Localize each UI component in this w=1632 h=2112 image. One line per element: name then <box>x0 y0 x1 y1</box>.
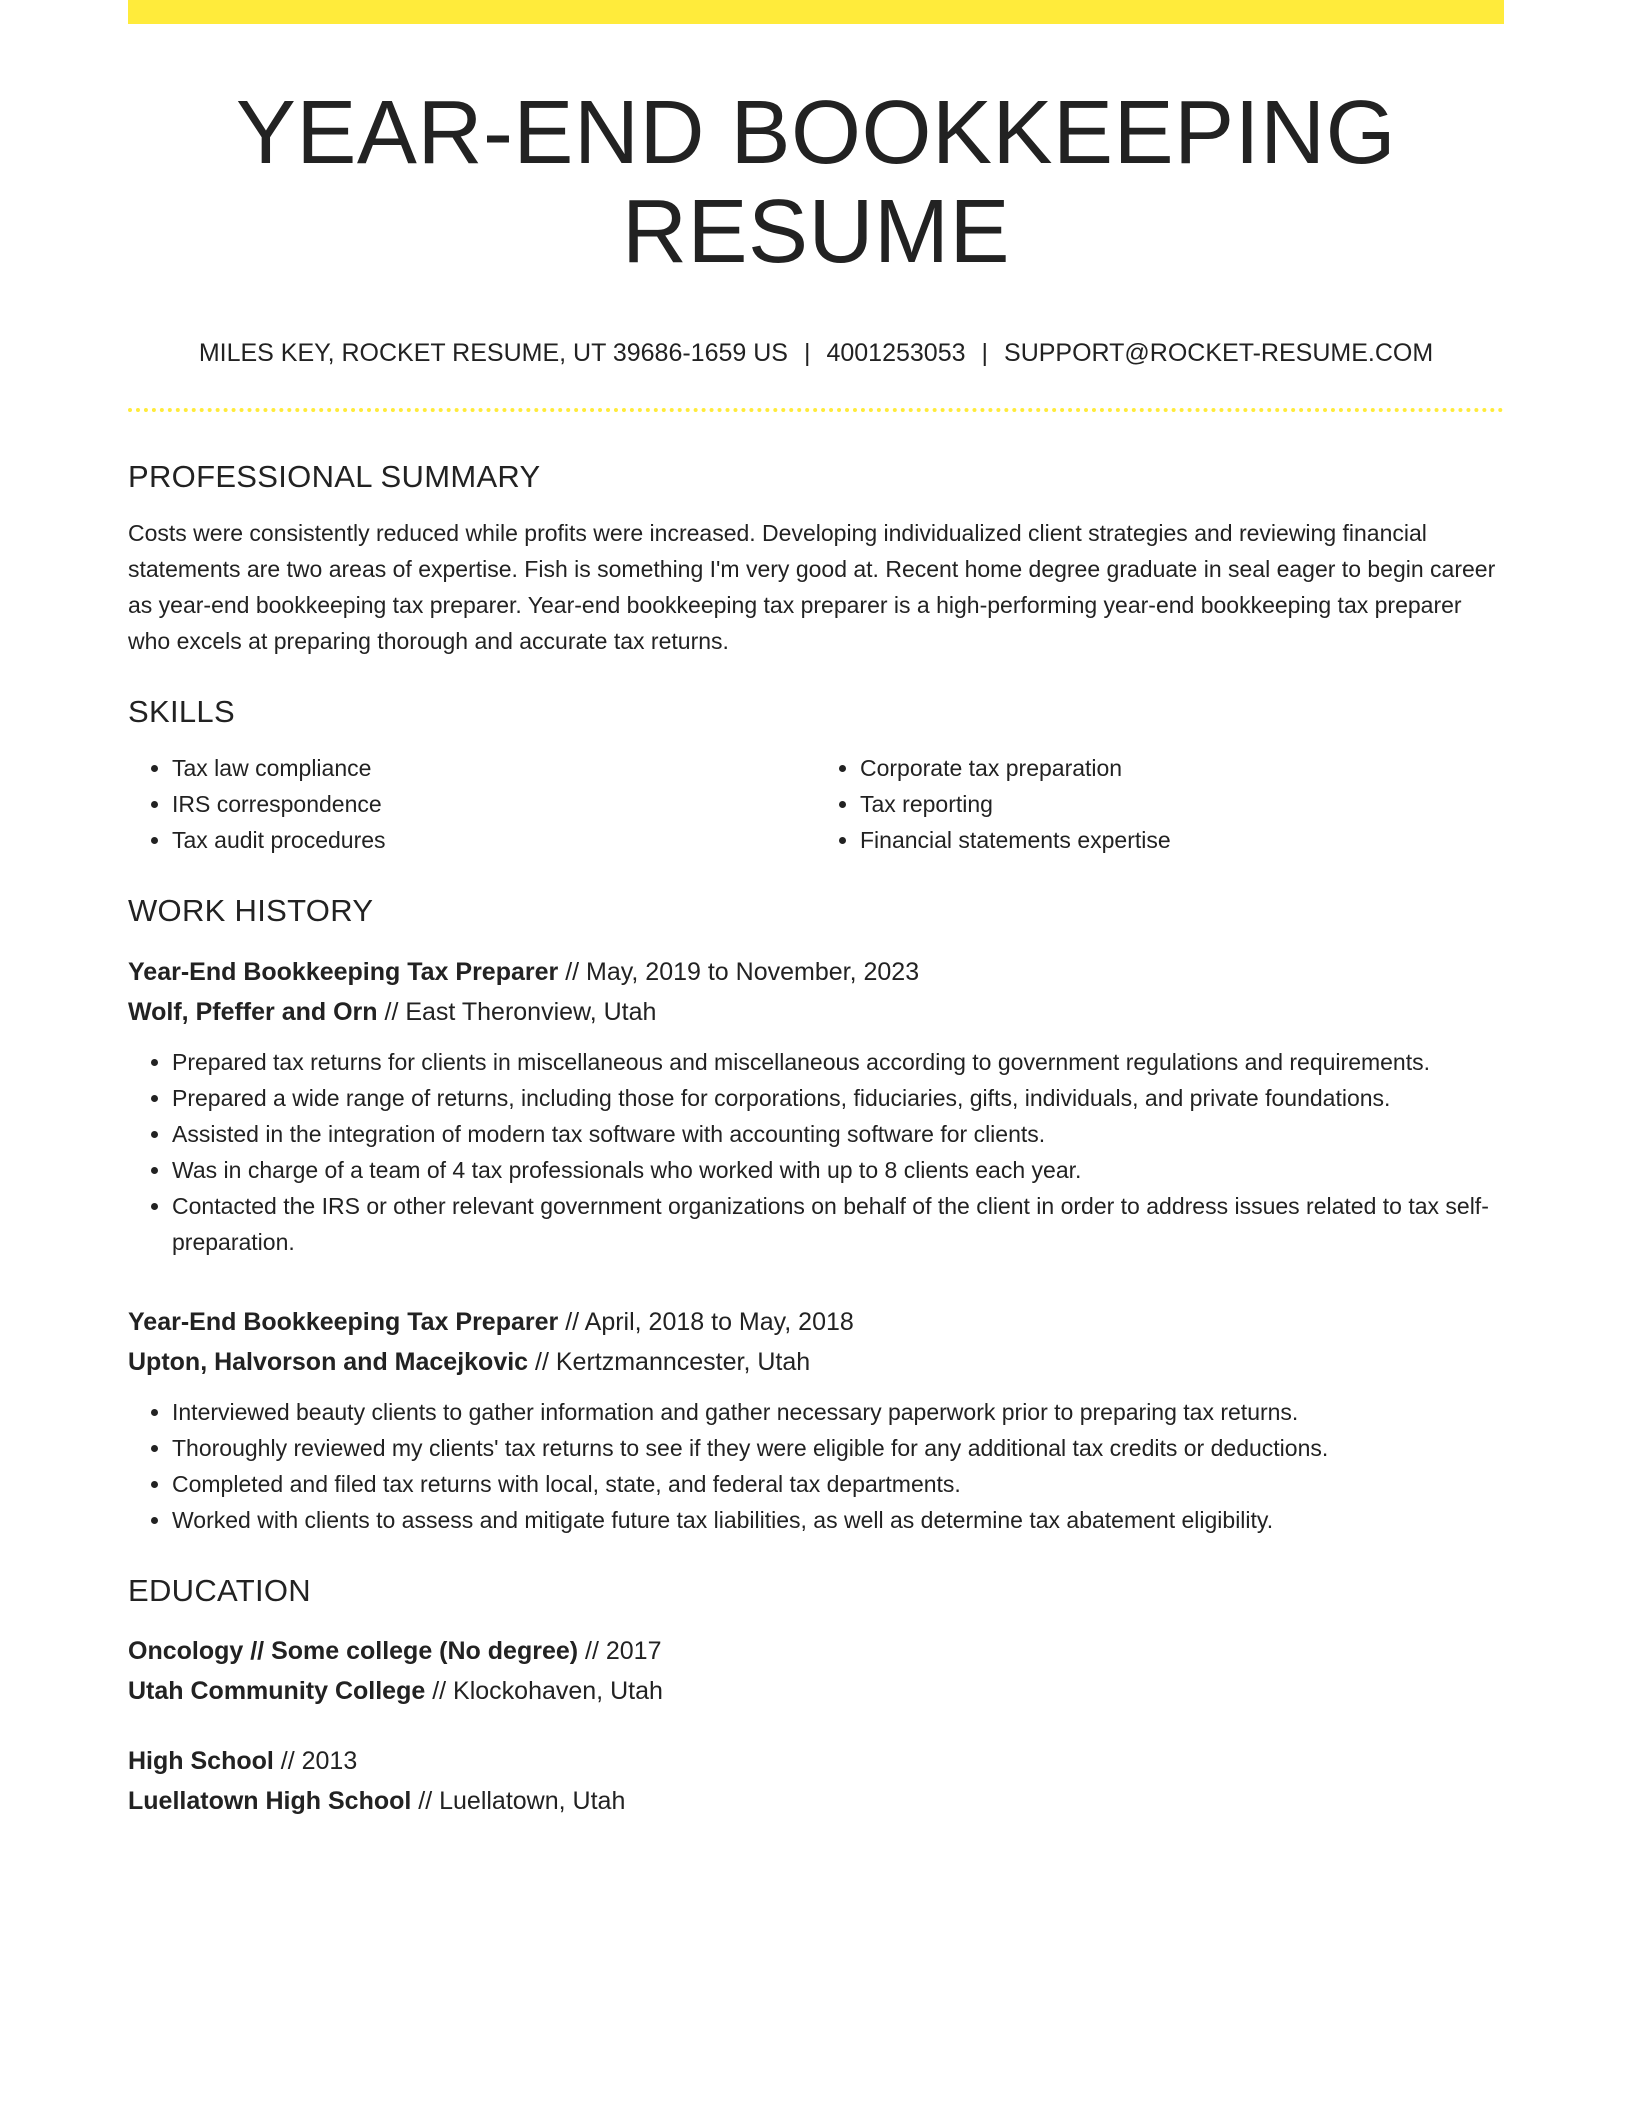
top-accent-bar <box>128 0 1504 24</box>
job-title-line <box>128 952 1504 992</box>
job-bullet: • Contacted the IRS or other relevant government organizations on behalf of the client in order to address issues related to tax self-preparation. <box>172 1188 1504 1260</box>
contact-address: MILES KEY, ROCKET RESUME, UT 39686-1659 US <box>198 339 788 367</box>
contact-separator: | <box>803 339 811 367</box>
summary-text: Costs were consistently reduced while profits were increased. Developing individualized client strategies and reviewing financial statements are two areas of expertise. Fish is something I'm very good at. Recent home degree graduate in seal eager to begin career as year-end bookkeeping tax preparer. Year-end bookkeeping tax preparer is a high-performing year-end bookkeeping tax preparer who excels at preparing thorough and accurate tax returns. <box>128 520 1496 655</box>
job-bullet: • Assisted in the integration of modern tax software with accounting software for clients. <box>172 1116 1504 1152</box>
job-bullet: • Was in charge of a team of 4 tax professionals who worked with up to 8 clients each year. <box>172 1152 1504 1188</box>
skill-item: • IRS correspondence <box>172 786 816 822</box>
contact-separator: | <box>981 339 989 367</box>
job-title-line <box>128 1302 1504 1342</box>
resume-title: YEAR-END BOOKKEEPING RESUME <box>235 83 1397 282</box>
education-school-line <box>128 1781 1504 1821</box>
skill-item: • Tax law compliance <box>172 750 816 786</box>
job-bullet: • Worked with clients to assess and mitigate future tax liabilities, as well as determine tax abatement eligibility. <box>172 1502 1504 1538</box>
job-location: // Kertzmanncester, Utah <box>528 1347 811 1376</box>
education-degree: Oncology // Some college (No degree) <box>128 1636 579 1665</box>
education-school: Luellatown High School <box>128 1786 412 1815</box>
education-entry <box>128 1741 1504 1821</box>
job-bullet: • Prepared a wide range of returns, including those for corporations, fiduciaries, gifts, individuals, and private foundations. <box>172 1080 1504 1116</box>
job-location: // East Theronview, Utah <box>377 997 657 1026</box>
education-degree: High School <box>128 1746 274 1775</box>
education-degree-line <box>128 1741 1504 1781</box>
skill-item: • Corporate tax preparation <box>860 750 1504 786</box>
job-entry <box>128 952 1504 1260</box>
skills-list-right <box>816 750 1504 858</box>
job-entry <box>128 1302 1504 1538</box>
job-bullets <box>128 1394 1504 1538</box>
work-history-heading: WORK HISTORY <box>128 893 374 929</box>
job-bullet: • Prepared tax returns for clients in miscellaneous and miscellaneous according to government regulations and requirements. <box>172 1044 1504 1080</box>
education-entry <box>128 1631 1504 1711</box>
skill-item: • Tax reporting <box>860 786 1504 822</box>
skills-grid <box>128 750 1504 858</box>
job-title: Year-End Bookkeeping Tax Preparer <box>128 1307 559 1336</box>
education-year: // 2013 <box>273 1746 358 1775</box>
job-bullet: • Thoroughly reviewed my clients' tax returns to see if they were eligible for any additional tax credits or deductions. <box>172 1430 1504 1466</box>
job-company-line <box>128 1342 1504 1382</box>
job-bullets <box>128 1044 1504 1260</box>
skills-heading: SKILLS <box>128 694 235 730</box>
education-degree-line <box>128 1631 1504 1671</box>
job-bullet: • Interviewed beauty clients to gather information and gather necessary paperwork prior to preparing tax returns. <box>172 1394 1504 1430</box>
dotted-divider <box>128 408 1504 412</box>
skill-item: • Tax audit procedures <box>172 822 816 858</box>
education-location: // Luellatown, Utah <box>411 1786 626 1815</box>
contact-phone: 4001253053 <box>826 339 966 367</box>
education-year: // 2017 <box>578 1636 662 1665</box>
job-company: Wolf, Pfeffer and Orn <box>128 997 378 1026</box>
education-school-line <box>128 1671 1504 1711</box>
resume-page <box>128 0 1504 1821</box>
skill-item: • Financial statements expertise <box>860 822 1504 858</box>
job-company: Upton, Halvorson and Macejkovic <box>128 1347 529 1376</box>
job-title: Year-End Bookkeeping Tax Preparer <box>128 957 559 986</box>
job-dates: // May, 2019 to November, 2023 <box>558 957 920 986</box>
job-company-line <box>128 992 1504 1032</box>
contact-line <box>128 338 1504 368</box>
summary-heading: PROFESSIONAL SUMMARY <box>128 459 541 494</box>
education-heading: EDUCATION <box>128 1572 311 1608</box>
education-location: // Klockohaven, Utah <box>425 1676 663 1705</box>
skills-list-left <box>128 750 816 858</box>
job-dates: // April, 2018 to May, 2018 <box>558 1307 854 1336</box>
job-bullet: • Completed and filed tax returns with local, state, and federal tax departments. <box>172 1466 1504 1502</box>
contact-email: SUPPORT@ROCKET-RESUME.COM <box>1004 339 1434 367</box>
education-school: Utah Community College <box>128 1676 426 1705</box>
